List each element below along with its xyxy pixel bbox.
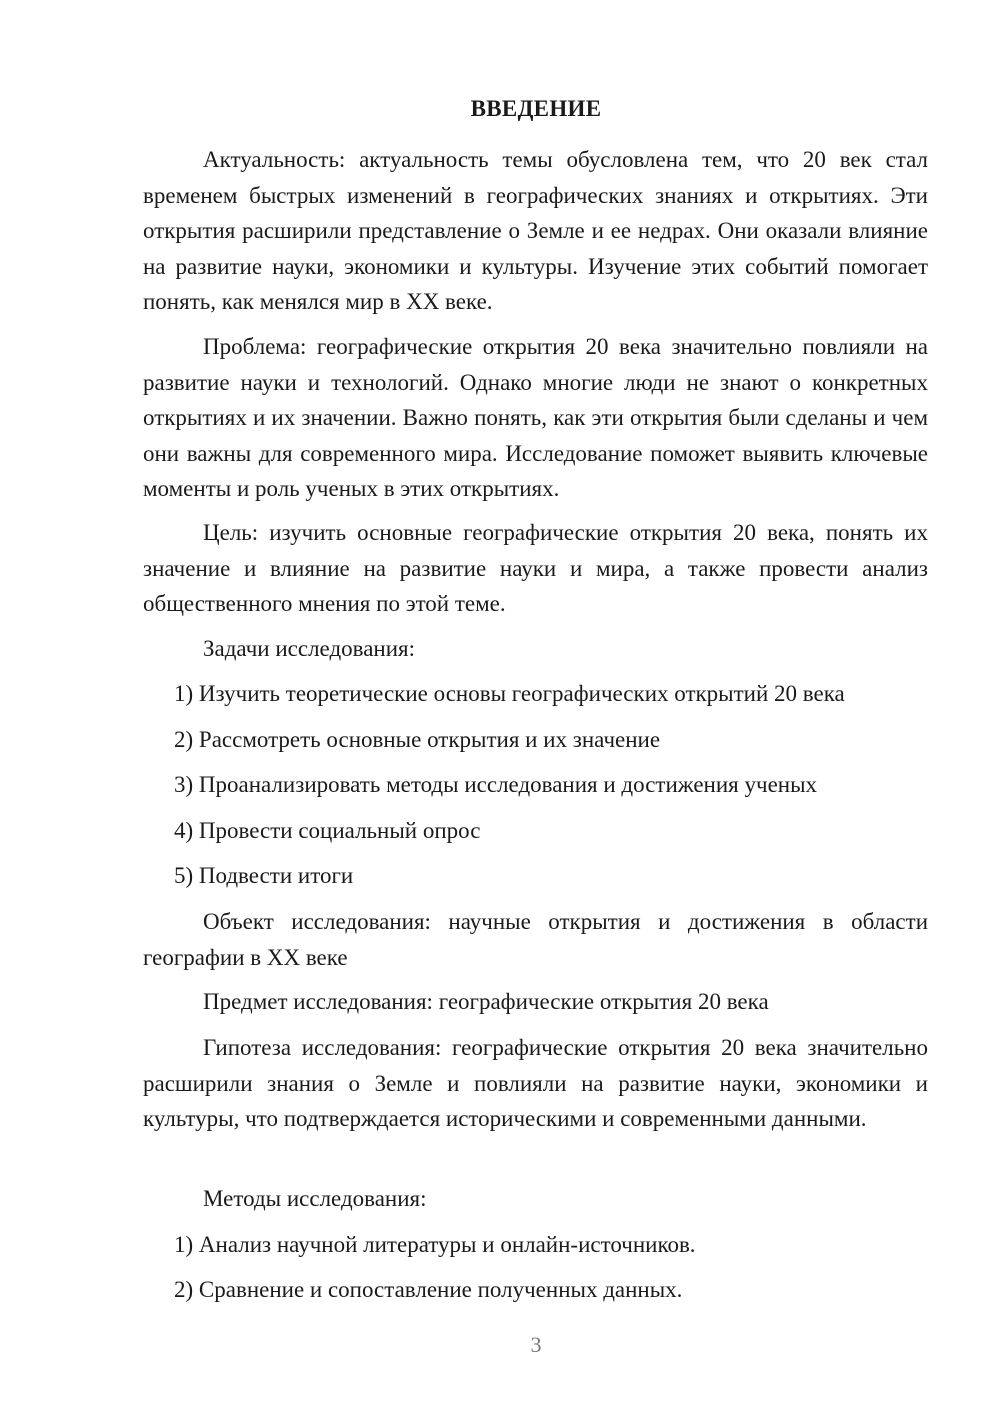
page-number: 3 — [530, 1332, 542, 1357]
subject-paragraph: Предмет исследования: географические открытия 20 века — [203, 989, 769, 1014]
method-item: 1) Анализ научной литературы и онлайн-источников. — [174, 1232, 696, 1257]
task-item: 4) Провести социальный опрос — [174, 818, 481, 843]
task-item: 1) Изучить теоретические основы географических открытий 20 века — [174, 681, 845, 706]
section-title: ВВЕДЕНИЕ — [470, 96, 602, 121]
relevance-paragraph: Актуальность: актуальность темы обусловлена тем, что 20 век стал временем быстрых изменений в географических знаниях и открытиях. Эти открытия расширили представление о Земле и ее недрах. Они оказали влияние на развитие науки, экономики и культуры. Изучение этих событий помогает понять, как менялся мир в XX веке. — [143, 147, 928, 314]
problem-paragraph: Проблема: географические открытия 20 века значительно повлияли на развитие науки и технологий. Однако многие люди не знают о конкретных открытиях и их значении. Важно понять, как эти открытия были сделаны и чем они важны для современного мира. Исследование поможет выявить ключевые моменты и роль ученых в этих открытиях. — [143, 334, 928, 501]
methods-heading: Методы исследования: — [203, 1186, 427, 1211]
task-item: 3) Проанализировать методы исследования и достижения ученых — [174, 772, 818, 797]
goal-paragraph: Цель: изучить основные географические открытия 20 века, понять их значение и влияние на развитие науки и мира, а также провести анализ общественного мнения по этой теме. — [143, 520, 928, 616]
tasks-heading: Задачи исследования: — [203, 636, 416, 661]
task-item: 2) Рассмотреть основные открытия и их значение — [174, 727, 661, 752]
hypothesis-paragraph: Гипотеза исследования: географические открытия 20 века значительно расширили знания о Земле и повлияли на развитие науки, экономики и культуры, что подтверждается историческими и современными данными. — [143, 1035, 928, 1131]
task-item: 5) Подвести итоги — [174, 863, 354, 888]
object-paragraph: Объект исследования: научные открытия и достижения в области географии в XX веке — [143, 909, 928, 970]
method-item: 2) Сравнение и сопоставление полученных данных. — [174, 1277, 683, 1302]
